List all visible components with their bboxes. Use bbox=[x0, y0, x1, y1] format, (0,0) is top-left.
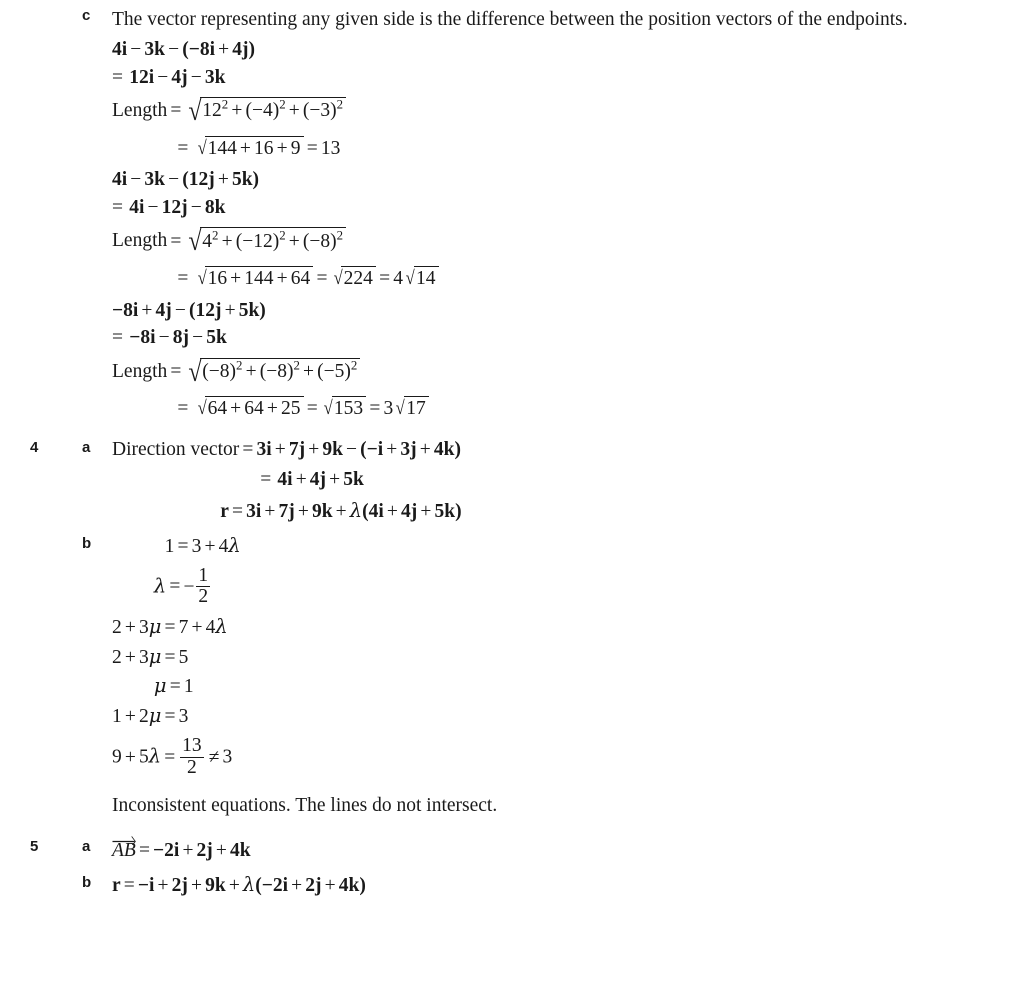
question-4b-body bbox=[112, 536, 507, 819]
math-line-c11: Length = $√(-8)^2 + (-8)^2 + (-5)^2$ bbox=[112, 358, 908, 388]
math-line-q5b1: r = −i + 2j + 9k + λ(−2i + 2j + 4k) bbox=[112, 873, 366, 897]
math-line-c2: = 12i − 4j − 3k bbox=[112, 66, 226, 88]
question-part-c bbox=[0, 0, 1024, 420]
fraction-denominator: 2 bbox=[180, 757, 203, 778]
math-line-c9: −8i + 4j − (12j + 5k) bbox=[112, 299, 266, 321]
part-label-4b: b bbox=[82, 535, 92, 553]
part-label-4a: a bbox=[82, 438, 91, 456]
question-5a-body bbox=[112, 839, 261, 861]
question-5b-body bbox=[112, 875, 376, 896]
part-label-c: c bbox=[82, 7, 91, 24]
question-5b bbox=[0, 875, 1024, 896]
math-line-q4b4: 2 + 3μ = 5 bbox=[112, 644, 189, 668]
math-line-q4a1: Direction vector = 3i + 7j + 9k − (−i + 3j + 4k) bbox=[112, 438, 461, 460]
sqrt-9: √153 bbox=[321, 396, 366, 419]
q5a-working bbox=[112, 839, 251, 861]
math-line-c8: = √16 + 144 + 64 = √224 = 4 √14 bbox=[112, 266, 908, 289]
fraction-lambda bbox=[196, 566, 210, 608]
vector-ab-label: AB bbox=[112, 839, 136, 861]
math-line-c4: = √144 + 16 + 9 = 13 bbox=[177, 138, 341, 159]
fraction-numerator: 1 bbox=[198, 564, 209, 586]
math-line-q5a1: AB = −2i + 2j + 4k bbox=[112, 839, 251, 861]
math-line-q4b7: 9 + 5λ = $\frac{13}{2}$ ≠ 3 bbox=[112, 735, 233, 778]
sqrt-1: $√12^2 + (-4)^2 + (-3)^2$ bbox=[184, 97, 346, 127]
q5b-working bbox=[112, 875, 366, 896]
q4b-conclusion: Inconsistent equations. The lines do not intersect. bbox=[112, 795, 498, 817]
q4b-working bbox=[112, 536, 497, 778]
question-4 bbox=[0, 440, 1024, 522]
math-line-q4a2: = 4i + 4j + 5k bbox=[260, 469, 364, 491]
part-c-working bbox=[112, 40, 908, 419]
sqrt-8: √64 + 64 + 25 bbox=[195, 396, 304, 419]
math-line-c10: = −8i − 8j − 5k bbox=[112, 327, 227, 349]
math-line-q4a3: r = 3i + 7j + 9k + λ(4i + 4j + 5k) bbox=[220, 498, 462, 522]
spacer bbox=[0, 861, 1024, 875]
vector-ab-overarrow bbox=[112, 839, 136, 861]
math-line-q4b2: λ = − $\frac{1}{2}$ bbox=[153, 564, 209, 607]
math-line-q4b1: 1 = 3 + 4λ bbox=[164, 534, 241, 558]
math-line-q4b5: μ = 1 bbox=[153, 674, 194, 698]
length-label-2: Length bbox=[112, 230, 168, 252]
part-label-5b: b bbox=[82, 874, 92, 892]
math-line-c5: 4i − 3k − (12j + 5k) bbox=[112, 169, 260, 191]
fraction-numerator: 13 bbox=[182, 735, 202, 757]
math-line-c12: = √64 + 64 + 25 = √153 = 3 √17 bbox=[112, 396, 908, 419]
part-c-body bbox=[112, 8, 918, 420]
sqrt-10: √17 bbox=[393, 396, 429, 419]
length-label-1: Length bbox=[112, 100, 168, 122]
sqrt-2: √144 + 16 + 9 bbox=[195, 136, 304, 159]
sqrt-3: $√4^2 + (-12)^2 + (-8)^2$ bbox=[184, 227, 346, 257]
math-line-c6: = 4i − 12j − 8k bbox=[112, 196, 226, 218]
math-line-c1: 4i − 3k − (−8i + 4j) bbox=[112, 39, 255, 61]
q4a-working bbox=[112, 440, 462, 522]
spacer bbox=[0, 522, 1024, 536]
sqrt-4: √16 + 144 + 64 bbox=[195, 266, 314, 289]
part-c-prose: The vector representing any given side is the difference between the position vectors of the endpoints. bbox=[112, 9, 908, 30]
math-line-c7: Length = $√4^2 + (-12)^2 + (-8)^2$ bbox=[112, 227, 908, 257]
math-line-c3: Length = $√12^2 + (-4)^2 + (-3)^2$ bbox=[112, 97, 908, 127]
spacer bbox=[0, 819, 1024, 839]
fraction-denominator: 2 bbox=[198, 586, 209, 607]
fraction-result bbox=[180, 736, 203, 778]
question-number-4: 4 bbox=[30, 438, 39, 456]
sqrt-5: √224 bbox=[331, 266, 376, 289]
math-line-q4b6: 1 + 2μ = 3 bbox=[112, 703, 189, 727]
math-line-q4b3: 2 + 3μ = 7 + 4λ bbox=[112, 615, 228, 639]
question-number-5: 5 bbox=[30, 837, 39, 855]
spacer bbox=[0, 420, 1024, 440]
question-5 bbox=[0, 839, 1024, 861]
question-4a-body bbox=[112, 440, 472, 522]
length-label-3: Length bbox=[112, 360, 168, 382]
part-label-5a: a bbox=[82, 837, 91, 855]
question-4b bbox=[0, 536, 1024, 819]
sqrt-7: $√(-8)^2 + (-8)^2 + (-5)^2$ bbox=[184, 358, 360, 388]
final-rhs: 3 bbox=[222, 746, 233, 768]
direction-vector-label: Direction vector bbox=[112, 438, 240, 460]
sqrt-6: √14 bbox=[403, 266, 439, 289]
